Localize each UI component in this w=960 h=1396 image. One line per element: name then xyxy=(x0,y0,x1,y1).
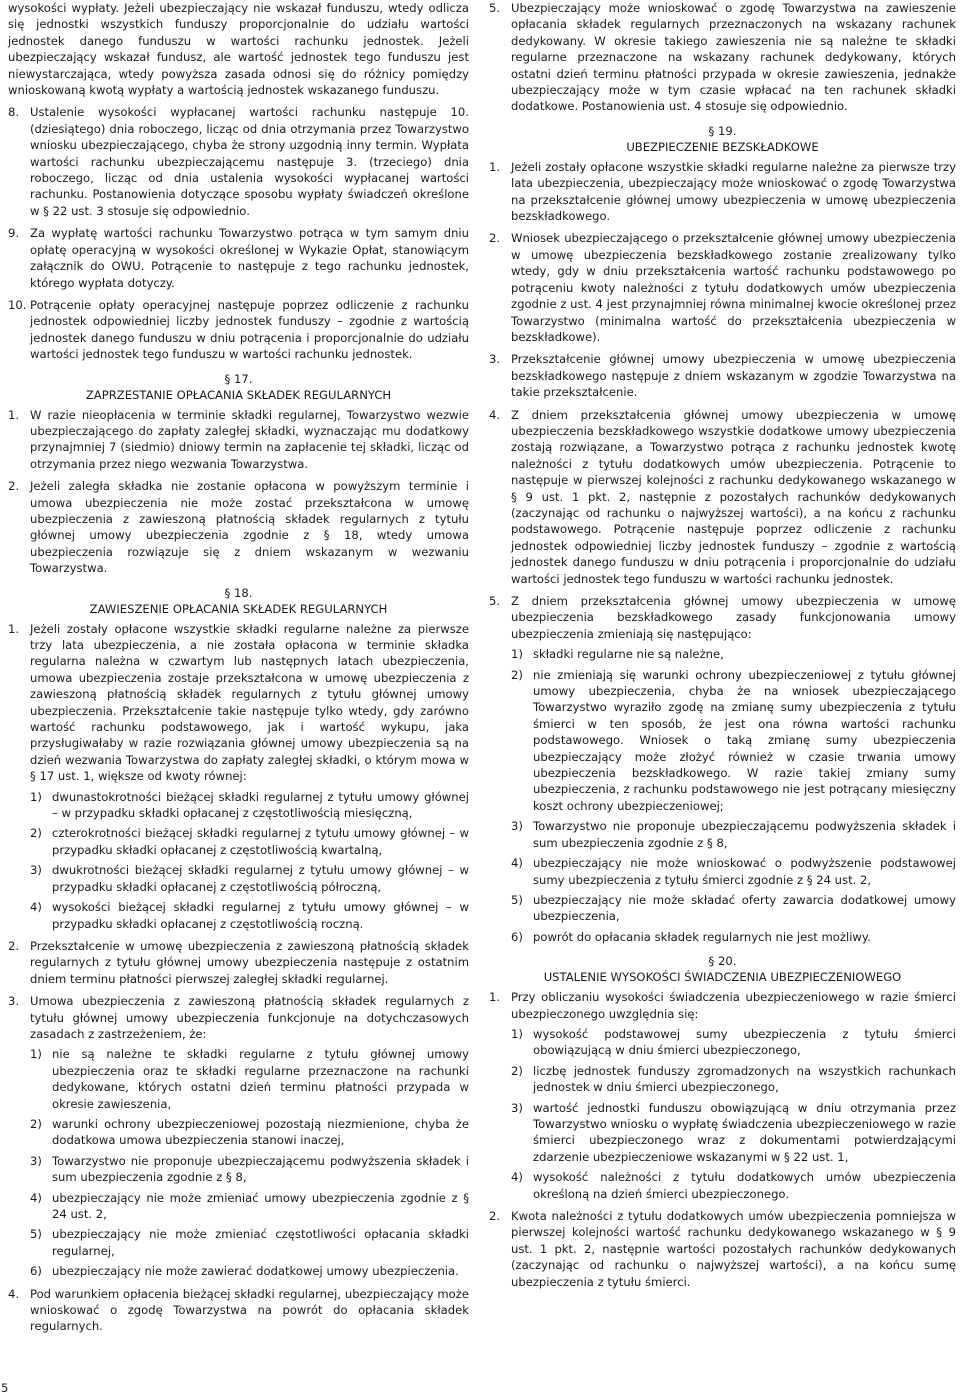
sub-item-number: 3) xyxy=(511,819,523,834)
item-text: Przekształcenie głównej umowy ubezpieczenia w umowę ubezpieczenia bezskładkowego następuje z dniem wskazanym w zgodzie Towarzystwa na takie przekształcenie. xyxy=(511,352,956,400)
sub-item-text: wysokość podstawowej sumy ubezpieczenia z tytułu śmierci obowiązującą w dniu śmierci ubezpieczonego, xyxy=(533,1026,956,1058)
sec19-item-4 xyxy=(489,407,956,587)
sub-item-text: dwunastokrotności bieżącej składki regularnej z tytułu umowy głównej – w przypadku składki opłacanej z częstotliwością miesięczną, xyxy=(52,789,469,821)
item-text: Wniosek ubezpieczającego o przekształcenie głównej umowy ubezpieczenia w umowę ubezpieczenia bezskładkowego zostanie zrealizowany tylko wtedy, gdy w dniu przekształcenia wartość rachunku podstawowego po potrąceniu kwoty należności z tytułu dodatkowych umów ubezpieczenia zgodnie z ust. 4 jest przynajmniej równa minimalnej kwocie określonej przez Towarzystwo (minimalna wartość do przekształcenia ubezpieczenia w bezskładkowe). xyxy=(511,231,956,344)
item-text: W razie nieopłacenia w terminie składki regularnej, Towarzystwo wezwie ubezpieczającego do zapłaty zaległej składki, wyznaczając mu dodatkowy przynajmniej 7 (siedmio) dniowy termin na zapłacenie tej składki, licząc od otrzymania przez niego wezwania Towarzystwa. xyxy=(30,407,469,471)
sec20-item-1 xyxy=(489,989,956,1202)
item-number: 9. xyxy=(8,226,20,241)
list-item-8 xyxy=(8,104,469,219)
section-number: § 18. xyxy=(224,585,253,600)
item-text: Przy obliczaniu wysokości świadczenia ubezpieczeniowego w razie śmierci ubezpieczonego uwzględnia się: xyxy=(511,990,956,1021)
sub-item-text: Towarzystwo nie proponuje ubezpieczającemu podwyższenia składek i sum ubezpieczenia zgodnie z § 8, xyxy=(533,819,956,850)
sub-item-number: 4) xyxy=(511,1170,523,1185)
sub-item xyxy=(30,1226,469,1259)
sub-item xyxy=(511,1063,956,1096)
sub-item-number: 2) xyxy=(30,1116,42,1131)
sub-item xyxy=(30,1190,469,1223)
sec17-item-1 xyxy=(8,407,469,473)
section-title: USTALENIE WYSOKOŚCI ŚWIADCZENIA UBEZPIECZENIOWEGO xyxy=(543,970,902,985)
item-number: 3. xyxy=(489,352,501,367)
section-title: UBEZPIECZENIE BEZSKŁADKOWE xyxy=(626,139,819,154)
item-number: 2. xyxy=(489,1209,501,1223)
sub-item xyxy=(511,1100,956,1166)
sub-item-text: czterokrotności bieżącej składki regularnej z tytułu umowy głównej – w przypadku składki opłacanej z częstotliwością kwartalną, xyxy=(52,826,469,857)
sub-item-number: 3) xyxy=(30,863,42,878)
intro-paragraph: wysokości wypłaty. Jeżeli ubezpieczający nie wskazał funduszu, wtedy odlicza się jednostki wszystkich funduszy proporcjonalnie do udziału wartości jednostek danego funduszu w wartości rachunku jednostek. Jeżeli ubezpieczający wskazał fundusz, ale wartość jednostek tego funduszu jest niewystarczająca, wtedy powyższa zasada odnosi się do różnicy pomiędzy wnioskowaną kwotą wypłaty a wartością jednostek wskazanego funduszu. xyxy=(8,1,469,98)
item-number: 1. xyxy=(489,159,501,174)
sub-item-text: warunki ochrony ubezpieczeniowej pozostają niezmienione, chyba że dodatkowa umowa ubezpieczenia stanowi inaczej, xyxy=(52,1116,469,1148)
item-text: Z dniem przekształcenia głównej umowy ubezpieczenia w umowę ubezpieczenia bezskładkowego wszystkie dodatkowe umowy ubezpieczenia zostają rozwiązane, a Towarzystwo potrąca z rachunku jednostek kwotę należności z tytułu dodatkowych umów ubezpieczenia. Potrącenie to następuje w pierwszej kolejności z rachunku dedykowanego wskazanego w § 9 ust. 1 pkt. 2, następnie z pozostałych rachunków dedykowanych (zaczynając od rachunku o najwyższej wartości), a na końcu z rachunku podstawowego. Potrącenie następuje poprzez odliczenie z rachunku jednostek odpowiedniej liczby jednostek funduszy – zgodnie z wartością jednostek danego funduszu w dniu potrącenia i proporcjonalnie do udziału wartości jednostek tego funduszu w wartości rachunku jednostek. xyxy=(511,407,956,586)
sub-item xyxy=(511,929,956,945)
sub-item-text: ubezpieczający nie może zawierać dodatkowej umowy ubezpieczenia. xyxy=(52,1264,459,1279)
sub-item-number: 6) xyxy=(30,1264,42,1279)
sub-item xyxy=(511,667,956,815)
sub-item-number: 1) xyxy=(30,1047,42,1062)
sec19-item-3 xyxy=(489,351,956,400)
item-text: Za wypłatę wartości rachunku Towarzystwo potrąca w tym samym dniu opłatę operacyjną w wysokości określonej w Wykazie Opłat, stanowiącym załącznik do OWU. Potrącenie to następuje z tego rachunku jednostek, którego wypłata dotyczy. xyxy=(30,226,469,290)
item-text: Pod warunkiem opłacenia bieżącej składki regularnej, ubezpieczający może wnioskować o zgodę Towarzystwa na powrót do opłacania składek regularnych. xyxy=(30,1286,469,1334)
item-number: 2. xyxy=(489,231,501,246)
sub-item-number: 4) xyxy=(30,900,42,915)
sub-item xyxy=(30,1046,469,1112)
sec18-item-4 xyxy=(8,1286,469,1335)
item-number: 5. xyxy=(489,1,501,15)
sec17-item-2 xyxy=(8,478,469,576)
item-text: Z dniem przekształcenia głównej umowy ubezpieczenia w umowę ubezpieczenia bezskładkowego zasady funkcjonowania umowy ubezpieczenia zmieniają się następująco: xyxy=(511,594,956,641)
section-20-heading xyxy=(489,953,956,985)
sub-item-text: Towarzystwo nie proponuje ubezpieczającemu podwyższenia składek i sum ubezpieczenia zgodnie z § 8, xyxy=(52,1153,469,1185)
section-number: § 19. xyxy=(708,123,737,138)
sec18-item-1 xyxy=(8,621,469,932)
sub-item-number: 5) xyxy=(30,1227,42,1242)
sub-item-number: 2) xyxy=(30,826,42,841)
sub-item xyxy=(30,862,469,895)
item-number: 4. xyxy=(8,1286,20,1301)
section-title: ZAPRZESTANIE OPŁACANIA SKŁADEK REGULARNYCH xyxy=(85,387,392,402)
sub-item-text: wartość jednostki funduszu obowiązującą w dniu otrzymania przez Towarzystwo wniosku o wypłatę świadczenia ubezpieczeniowego w razie śmierci ubezpieczonego wraz z dokumentami potwierdzającymi zdarzenie ubezpieczeniowe wskazanymi w § 22 ust. 1, xyxy=(533,1100,956,1164)
item-number: 8. xyxy=(8,105,20,120)
sub-item-number: 4) xyxy=(511,856,523,871)
sub-item-text: nie są należne te składki regularne z tytułu głównej umowy ubezpieczenia oraz te składki regularne przeznaczone na rachunki dedykowane, których ostatni dzień terminu płatności przypada w okresie zawieszenia, xyxy=(52,1047,469,1111)
sub-item-number: 3) xyxy=(30,1153,42,1168)
sub-item xyxy=(511,892,956,925)
sub-item-text: nie zmieniają się warunki ochrony ubezpieczeniowej z tytułu głównej umowy ubezpieczenia, chyba że na wniosek ubezpieczającego Towarzystwo wyraziło zgodę na zmianę sumy ubezpieczenia z tytułu śmierci w ten sposób, że jest ona równa wartości rachunku podstawowego. Wniosek o taką zmianę sumy ubezpieczenia ubezpieczający może złożyć również w czasie trwania umowy ubezpieczenia bezskładkowego. W razie takiej zmiany sumy ubezpieczenia, z rachunku podstawowego nie jest potrącany miesięczny koszt ochrony ubezpieczeniowej; xyxy=(533,667,956,813)
sub-item-text: wysokości bieżącej składki regularnej z tytułu umowy głównej – w przypadku składki opłacanej z częstotliwością roczną. xyxy=(52,900,469,931)
sub-item-number: 2) xyxy=(511,1063,523,1078)
item-number: 2. xyxy=(8,479,20,494)
item-number: 1. xyxy=(8,621,20,636)
sub-item-text: ubezpieczający nie może zmieniać częstotliwości opłacania składki regularnej, xyxy=(52,1227,469,1258)
sub-item xyxy=(511,1026,956,1059)
sub-item-text: wysokość należności z tytułu dodatkowych umów ubezpieczenia określoną na dzień śmierci ubezpieczonego. xyxy=(533,1170,956,1201)
sub-item xyxy=(30,1116,469,1149)
left-column xyxy=(8,0,469,1341)
sub-item-text: składki regularne nie są należne, xyxy=(533,647,724,662)
sub-item-text: ubezpieczający nie może składać oferty zawarcia dodatkowej umowy ubezpieczenia, xyxy=(533,892,956,924)
item-text: Kwota należności z tytułu dodatkowych umów ubezpieczenia pomniejsza w pierwszej kolejności wartość rachunku dedykowanego wskazanego w § 9 ust. 1 pkt. 2, następnie wartości pozostałych rachunków dedykowanych (zaczynając od rachunku o najwyższej wartości), a na końcu sumę ubezpieczenia z tytułu śmierci. xyxy=(511,1209,956,1289)
section-17-heading xyxy=(8,371,469,403)
sub-item-text: ubezpieczający nie może zmieniać umowy ubezpieczenia zgodnie z § 24 ust. 2, xyxy=(52,1190,469,1221)
sub-item-text: powrót do opłacania składek regularnych nie jest możliwy. xyxy=(533,929,871,944)
sec18-item-3 xyxy=(8,993,469,1280)
sub-item-number: 3) xyxy=(511,1100,523,1115)
sub-item xyxy=(30,789,469,822)
sub-item xyxy=(511,1169,956,1202)
section-number: § 17. xyxy=(224,371,253,386)
section-number: § 20. xyxy=(708,954,737,969)
item-text: Ubezpieczający może wnioskować o zgodę Towarzystwa na zawieszenie opłacania składek regularnych przeznaczonych na wskazany rachunek dedykowany. W okresie takiego zawieszenia nie są należne te składki regularne przeznaczone na wskazany rachunek dedykowany, których ostatni dzień terminu płatności przypada w okresie zawieszenia, jednakże ubezpieczający może w tym czasie wpłacać na ten rachunek składki dodatkowe. Postanowienia ust. 4 stosuje się odpowiednio. xyxy=(511,1,956,114)
item-text: Potrącenie opłaty operacyjnej następuje poprzez odliczenie z rachunku jednostek odpowiedniej liczby jednostek funduszy – zgodnie z wartością jednostek danego funduszu w dniu potrącenia i proporcjonalnie do udziału wartości jednostek tego funduszu w wartości rachunku jednostek. xyxy=(30,297,469,362)
list-item-10 xyxy=(8,297,469,363)
item-number: 5. xyxy=(489,594,501,608)
sub-item-number: 1) xyxy=(511,1026,523,1041)
sub-item xyxy=(30,899,469,932)
page-number: 5 xyxy=(1,1381,9,1395)
sub-item-number: 1) xyxy=(511,647,523,662)
item-number: 3. xyxy=(8,994,20,1009)
item-text: Jeżeli zostały opłacone wszystkie składki regularne należne za pierwsze trzy lata ubezpieczenia, ubezpieczający może wnioskować o zgodę Towarzystwa na przekształcenie głównej umowy ubezpieczenia w umowę ubezpieczenia bezskładkowego. xyxy=(511,159,956,224)
item-text: Umowa ubezpieczenia z zawieszoną płatnością składek regularnych z tytułu głównej umowy ubezpieczenia funkcjonuje na dotychczasowych zasadach z zastrzeżeniem, że: xyxy=(30,994,469,1041)
item-number: 1. xyxy=(8,407,20,422)
sub-item-number: 5) xyxy=(511,892,523,907)
sub-item-number: 2) xyxy=(511,667,523,682)
sub-item-number: 6) xyxy=(511,929,523,944)
sub-item-number: 4) xyxy=(30,1190,42,1205)
item-text: Jeżeli zostały opłacone wszystkie składki regularne należne za pierwsze trzy lata ubezpieczenia, a nie została opłacona w terminie składka regularna należna w czwartym lub następnych latach ubezpieczenia, umowa ubezpieczenia zostaje przekształcona w umowę ubezpieczenia z zawieszoną płatnością składek regularnych z tytułu głównej umowy ubezpieczenia. Przekształcenie takie następuje tylko wtedy, gdy zarówno wartość rachunku podstawowego, jak i wartość wykupu, jaka przysługiwałaby w razie rozwiązania głównej umowy ubezpieczenia są na dzień wezwania Towarzystwa do zapłaty zaległej składki, o którym mowa w § 17 ust. 1, większe od kwoty równej: xyxy=(30,621,469,784)
item-text: Ustalenie wysokości wypłacanej wartości rachunku następuje 10. (dziesiątego) dnia roboczego, licząc od dnia otrzymania przez Towarzystwo wniosku ubezpieczającego, chyba że strony uzgodnią inny termin. Wypłata wartości rachunku ubezpieczającemu następuje 3. (trzeciego) dnia roboczego, licząc od dnia ustalenia wysokości wypłacanej wartości rachunku. Postanowienia dotyczące sposobu wypłaty świadczeń określone w § 22 ust. 3 stosuje się odpowiednio. xyxy=(30,105,469,218)
item-number: 1. xyxy=(489,990,501,1005)
list-item-9 xyxy=(8,225,469,291)
sec19-item-1 xyxy=(489,159,956,225)
sub-item-number: 1) xyxy=(30,789,42,804)
sub-item xyxy=(30,825,469,858)
sec20-item-2 xyxy=(489,1208,956,1290)
sub-item xyxy=(30,1153,469,1186)
sec19-item-5 xyxy=(489,593,956,945)
sec18-item-5 xyxy=(489,0,956,115)
sub-item xyxy=(511,855,956,888)
item-number: 4. xyxy=(489,407,501,422)
sec18-item-2 xyxy=(8,938,469,987)
sub-item xyxy=(511,818,956,851)
section-title: ZAWIESZENIE OPŁACANIA SKŁADEK REGULARNYCH xyxy=(89,601,388,616)
item-number: 10. xyxy=(8,297,27,312)
sec19-item-2 xyxy=(489,230,956,345)
section-19-heading xyxy=(489,123,956,155)
item-number: 2. xyxy=(8,938,20,953)
item-text: Jeżeli zaległa składka nie zostanie opłacona w powyższym terminie i umowa ubezpieczenia nie może zostać przekształcona w umowę ubezpieczenia z zawieszoną płatnością składek regularnych z tytułu głównej umowy ubezpieczenia zgodnie z § 18, wtedy umowa ubezpieczenia rozwiązuje się z dniem wskazanym w wezwaniu Towarzystwa. xyxy=(30,479,469,576)
sub-item-text: dwukrotności bieżącej składki regularnej z tytułu umowy głównej – w przypadku składki opłacanej z częstotliwością półroczną, xyxy=(52,863,469,894)
right-column xyxy=(489,0,956,1296)
section-18-heading xyxy=(8,585,469,617)
sub-item xyxy=(30,1263,469,1279)
sub-item xyxy=(511,646,956,662)
sub-item-text: liczbę jednostek funduszy zgromadzonych na wszystkich rachunkach jednostek w dniu śmierci ubezpieczonego, xyxy=(533,1063,956,1095)
sub-item-text: ubezpieczający nie może wnioskować o podwyższenie podstawowej sumy ubezpieczenia z tytułu śmierci zgodnie z § 24 ust. 2, xyxy=(533,856,956,887)
item-text: Przekształcenie w umowę ubezpieczenia z zawieszoną płatnością składek regularnych z tytułu głównej umowy ubezpieczenia następuje z ostatnim dniem terminu płatności pierwszej zaległej składki regularnej. xyxy=(30,938,469,986)
